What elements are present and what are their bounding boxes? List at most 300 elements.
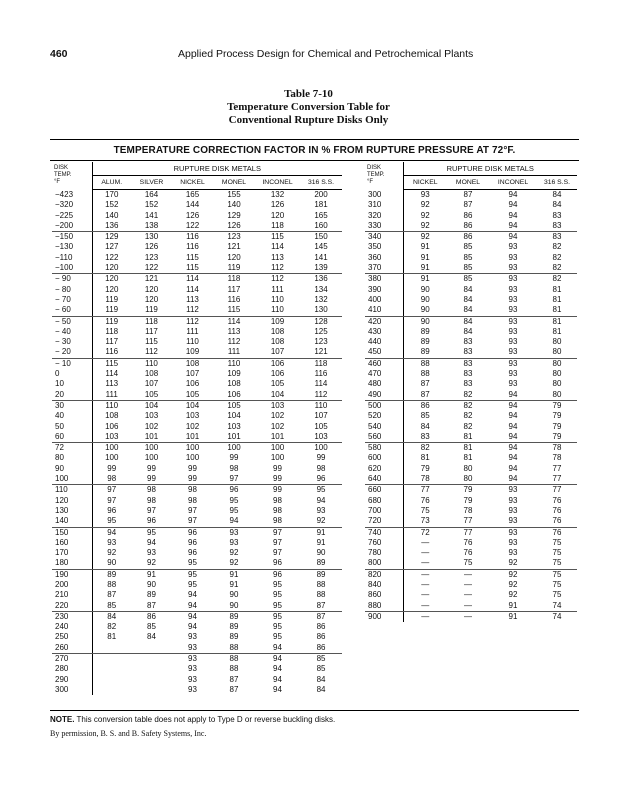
value-cell: 120 [144, 284, 159, 294]
value-cell: 86 [300, 643, 342, 654]
value-cell: 93 [508, 316, 518, 326]
value-cell: 92 [508, 590, 518, 600]
temp-cell: 100 [52, 474, 92, 485]
value-cell: 95 [188, 579, 197, 589]
value-cell: 93 [508, 369, 518, 379]
temp-cell: 360 [365, 253, 403, 263]
value-cell: 93 [508, 337, 518, 347]
value-cell: 99 [273, 463, 282, 473]
value-cell: 88 [316, 590, 326, 600]
temp-cell: 80 [52, 453, 92, 463]
value-cell: 164 [144, 190, 159, 199]
value-cell: 82 [420, 443, 430, 453]
table-row [365, 358, 577, 369]
value-cell: 111 [213, 347, 255, 358]
value-cell: 89 [403, 347, 447, 358]
table-row [365, 347, 577, 358]
value-cell: 86 [463, 232, 473, 242]
value-cell: 82 [463, 421, 473, 431]
value-cell: 82 [463, 400, 473, 410]
value-cell: 75 [552, 590, 562, 600]
value-cell: 82 [552, 252, 562, 262]
value-cell: 92 [420, 200, 430, 210]
value-cell: 79 [420, 463, 430, 473]
table-row [52, 664, 342, 674]
temp-cell: 330 [365, 221, 403, 232]
table-row [52, 327, 342, 337]
value-cell: — [403, 601, 447, 612]
temp-cell: −110 [52, 253, 92, 263]
value-cell: 90 [229, 590, 239, 600]
temp-cell: − 20 [52, 347, 92, 358]
value-cell: 117 [145, 326, 158, 336]
temp-cell: 260 [52, 643, 92, 654]
value-cell: 95 [172, 558, 213, 569]
value-cell: 130 [300, 305, 342, 316]
value-cell: 155 [227, 190, 241, 199]
temp-cell: −150 [52, 232, 92, 243]
value-cell: 93 [508, 284, 518, 294]
value-cell: 89 [107, 569, 117, 579]
value-cell: 114 [271, 242, 284, 252]
table-row [52, 263, 342, 274]
value-cell: 106 [270, 369, 285, 379]
value-cell: 152 [144, 200, 159, 210]
value-cell: 93 [508, 505, 518, 515]
table-row [52, 675, 342, 685]
value-cell: 122 [172, 221, 213, 232]
value-cell: 92 [420, 232, 430, 242]
temp-cell: 470 [365, 369, 403, 379]
value-cell: 76 [552, 505, 562, 515]
value-cell: 79 [552, 421, 562, 431]
table-row [365, 305, 577, 316]
value-cell: 78 [403, 474, 447, 485]
value-cell: 105 [314, 421, 328, 431]
value-cell: 115 [172, 263, 213, 274]
table-row [52, 316, 342, 327]
value-cell: 103 [300, 432, 342, 443]
value-cell: — [464, 611, 472, 621]
value-cell: 93 [188, 654, 197, 664]
value-cell: 84 [107, 611, 117, 621]
value-cell: — [447, 601, 489, 612]
table-row [52, 379, 342, 389]
value-cell: 118 [145, 316, 158, 326]
value-cell: 123 [227, 232, 241, 242]
value-cell: 101 [213, 432, 255, 443]
value-cell: 97 [107, 495, 117, 505]
value-cell: 122 [131, 263, 172, 274]
value-cell: 115 [145, 337, 158, 347]
value-cell: 93 [420, 190, 430, 199]
value-cell: 121 [227, 242, 241, 252]
value-cell: 152 [105, 200, 119, 210]
table-title: TEMPERATURE CORRECTION FACTOR IN % FROM RUPTURE PRESSURE AT 72°F. [113, 145, 516, 156]
value-cell: 77 [552, 463, 562, 473]
table-title-rule [50, 160, 579, 161]
value-cell: 103 [270, 400, 285, 410]
value-cell: 92 [489, 558, 537, 569]
value-cell: 105 [131, 390, 172, 401]
table-row [365, 422, 577, 432]
temp-cell: 370 [365, 263, 403, 274]
table-row [52, 464, 342, 474]
value-cell: 85 [463, 274, 473, 284]
value-cell: 75 [447, 558, 489, 569]
value-cell: 108 [105, 411, 119, 421]
value-cell: 200 [314, 190, 328, 199]
value-cell: 91 [403, 263, 447, 274]
value-cell: 83 [447, 347, 489, 358]
temp-cell: 500 [365, 400, 403, 411]
temp-cell: 310 [365, 200, 403, 210]
value-cell: 106 [105, 421, 119, 431]
value-cell: 116 [314, 369, 328, 379]
value-cell: 91 [147, 569, 156, 579]
value-cell: 112 [227, 337, 241, 347]
value-cell: 115 [213, 305, 255, 316]
value-cell: 98 [255, 516, 300, 527]
value-cell: 94 [188, 590, 197, 600]
page-number: 460 [50, 48, 68, 60]
value-cell: 103 [92, 432, 131, 443]
value-cell: 111 [271, 284, 284, 294]
value-cell: 119 [105, 294, 119, 304]
table-row [52, 558, 342, 569]
table-row [52, 474, 342, 485]
value-cell: 82 [552, 274, 562, 284]
value-cell: 92 [420, 210, 430, 220]
table-row [365, 221, 577, 232]
value-cell: 93 [172, 643, 213, 654]
temp-cell: 900 [365, 611, 403, 622]
value-cell: 109 [172, 347, 213, 358]
temp-cell: 540 [365, 422, 403, 432]
temp-cell: − 10 [52, 358, 92, 369]
value-cell: 81 [552, 294, 562, 304]
value-cell: 83 [463, 369, 473, 379]
value-cell: 89 [229, 611, 239, 621]
value-cell: 112 [172, 305, 213, 316]
value-cell: 98 [188, 495, 197, 505]
table-row [365, 190, 577, 201]
caption-table-number: Table 7-10 [284, 88, 333, 100]
value-cell: 107 [255, 347, 300, 358]
value-cell: 75 [420, 505, 430, 515]
value-cell: 80 [552, 358, 562, 368]
value-cell: 106 [185, 379, 200, 389]
value-cell: 94 [188, 622, 197, 632]
value-cell: 114 [227, 316, 241, 326]
value-cell: 165 [314, 210, 328, 220]
value-cell: 111 [92, 390, 131, 401]
value-cell [92, 685, 131, 695]
value-cell: 75 [552, 579, 562, 589]
value-cell: 87 [420, 379, 430, 389]
table-row [52, 211, 342, 221]
value-cell: 84 [463, 316, 473, 326]
col-monel: MONEL [213, 176, 255, 190]
temp-cell: − 80 [52, 285, 92, 295]
value-cell: 81 [552, 326, 562, 336]
value-cell [92, 675, 131, 685]
value-cell: 130 [144, 232, 159, 242]
table-row [365, 453, 577, 463]
temp-cell: 130 [52, 506, 92, 516]
value-cell: 100 [144, 453, 159, 463]
table-row [52, 347, 342, 358]
table-row [365, 369, 577, 379]
value-cell: 138 [131, 221, 172, 232]
table-row [52, 274, 342, 285]
temp-cell: − 90 [52, 274, 92, 285]
value-cell: 102 [270, 421, 285, 431]
value-cell: 85 [447, 263, 489, 274]
temp-cell: 300 [365, 190, 403, 201]
value-cell: 81 [420, 453, 430, 463]
temp-cell: 440 [365, 337, 403, 347]
value-cell: 77 [447, 516, 489, 527]
value-cell: 81 [107, 632, 117, 642]
table-row [52, 654, 342, 665]
value-cell: 93 [508, 548, 518, 558]
value-cell: 91 [508, 611, 518, 621]
value-cell: 73 [403, 516, 447, 527]
value-cell: 126 [213, 221, 255, 232]
table-row [52, 590, 342, 600]
value-cell: 95 [255, 601, 300, 612]
value-cell: 93 [508, 242, 518, 252]
col-nickel: NICKEL [172, 176, 213, 190]
temp-cell: −320 [52, 200, 92, 210]
value-cell: 92 [300, 516, 342, 527]
value-cell: 98 [316, 463, 326, 473]
value-cell: 88 [420, 358, 430, 368]
value-cell: 80 [552, 337, 562, 347]
value-cell: 118 [105, 326, 119, 336]
value-cell: — [464, 579, 472, 589]
value-cell: 122 [105, 252, 119, 262]
value-cell: 165 [185, 190, 200, 199]
value-cell: 87 [229, 674, 239, 684]
value-cell: 104 [185, 400, 200, 410]
value-cell: 120 [105, 274, 119, 284]
table-row [365, 211, 577, 221]
value-cell: 76 [420, 495, 430, 505]
value-cell: 91 [229, 569, 239, 579]
table-row [52, 232, 342, 243]
temp-cell: 350 [365, 242, 403, 252]
table-row [365, 496, 577, 506]
temp-cell: 640 [365, 474, 403, 485]
value-cell: 95 [229, 505, 239, 515]
value-cell: 99 [273, 485, 282, 495]
value-cell: 86 [420, 400, 430, 410]
table-row [52, 632, 342, 642]
value-cell: 108 [144, 369, 159, 379]
col-nickel-right: NICKEL [403, 176, 447, 190]
table-row [52, 411, 342, 421]
value-cell: 99 [229, 453, 239, 463]
value-cell: 93 [508, 294, 518, 304]
value-cell: 87 [403, 390, 447, 401]
table-row [52, 190, 342, 201]
table-row [365, 200, 577, 210]
value-cell: 81 [463, 453, 473, 463]
value-cell: 126 [185, 210, 200, 220]
value-cell: 95 [273, 622, 282, 632]
value-cell: 113 [105, 379, 119, 389]
value-cell: 92 [229, 548, 239, 558]
value-cell: 94 [273, 654, 282, 664]
value-cell: 95 [273, 611, 282, 621]
value-cell: 94 [508, 463, 518, 473]
value-cell: 97 [188, 505, 197, 515]
value-cell: 82 [107, 622, 117, 632]
value-cell: 95 [147, 527, 156, 537]
temp-cell: 680 [365, 496, 403, 506]
value-cell: 99 [172, 474, 213, 485]
value-cell: 93 [316, 505, 326, 515]
value-cell: 94 [489, 221, 537, 232]
value-cell: 92 [508, 579, 518, 589]
value-cell: 80 [447, 474, 489, 485]
value-cell: — [421, 537, 430, 547]
value-cell: 85 [316, 654, 326, 664]
value-cell: 99 [188, 463, 197, 473]
value-cell: 95 [229, 495, 239, 505]
temp-cell: 720 [365, 516, 403, 527]
value-cell: 96 [229, 485, 239, 495]
value-cell: 100 [105, 443, 119, 453]
value-cell: 77 [537, 474, 577, 485]
value-cell: 95 [273, 632, 282, 642]
value-cell: 96 [107, 505, 117, 515]
value-cell: 95 [188, 569, 197, 579]
value-cell: 96 [188, 537, 197, 547]
temp-cell: − 50 [52, 316, 92, 327]
value-cell [131, 643, 172, 654]
value-cell: 89 [300, 558, 342, 569]
value-cell: 80 [463, 463, 473, 473]
value-cell: 110 [271, 294, 284, 304]
value-cell: 100 [227, 443, 241, 453]
table-row [365, 558, 577, 569]
col-inconel-right: INCONEL [489, 176, 537, 190]
value-cell: 107 [314, 411, 328, 421]
temp-cell: 760 [365, 538, 403, 548]
value-cell: 84 [316, 674, 326, 684]
table-row [365, 506, 577, 516]
value-cell: 84 [463, 294, 473, 304]
table-row [365, 327, 577, 337]
value-cell: 85 [420, 411, 430, 421]
table-row [52, 569, 342, 580]
value-cell: 88 [229, 664, 239, 674]
value-cell: 90 [420, 294, 430, 304]
value-cell: 141 [144, 210, 159, 220]
value-cell: 112 [186, 316, 199, 326]
temp-cell: 390 [365, 285, 403, 295]
value-cell: 79 [463, 485, 473, 495]
table-row [365, 538, 577, 548]
table-row [365, 242, 577, 252]
value-cell: 89 [420, 326, 430, 336]
value-cell: 119 [213, 263, 255, 274]
value-cell: 94 [508, 190, 518, 199]
value-cell: 108 [185, 358, 200, 368]
value-cell: 116 [227, 294, 241, 304]
temp-cell: 160 [52, 538, 92, 548]
value-cell: 76 [463, 548, 473, 558]
left-temperature-table [52, 162, 342, 695]
table-row [365, 400, 577, 411]
temp-cell: − 30 [52, 337, 92, 347]
table-row [52, 242, 342, 252]
value-cell: 94 [107, 527, 117, 537]
value-cell: — [464, 590, 472, 600]
table-row [365, 527, 577, 538]
temp-cell: 820 [365, 569, 403, 580]
value-cell: 84 [463, 326, 473, 336]
value-cell: 79 [552, 411, 562, 421]
col-monel-right: MONEL [447, 176, 489, 190]
value-cell: 132 [314, 294, 328, 304]
value-cell: 84 [420, 421, 430, 431]
temp-cell: 780 [365, 548, 403, 558]
value-cell: 118 [314, 358, 328, 368]
temp-cell: 410 [365, 305, 403, 316]
value-cell: 120 [105, 284, 119, 294]
temp-cell: 430 [365, 327, 403, 337]
value-cell: 110 [227, 358, 241, 368]
table-caption [0, 88, 617, 127]
value-cell: 93 [508, 274, 518, 284]
value-cell: 93 [107, 537, 117, 547]
value-cell: 115 [186, 252, 199, 262]
temp-cell: −225 [52, 211, 92, 221]
value-cell: 100 [314, 443, 328, 453]
value-cell: 91 [420, 274, 430, 284]
value-cell: 91 [316, 537, 326, 547]
rupture-disk-metals-header: RUPTURE DISK METALS [92, 162, 342, 176]
table-row [365, 516, 577, 527]
value-cell: 83 [537, 221, 577, 232]
temp-cell: 10 [52, 379, 92, 389]
value-cell: 93 [229, 527, 239, 537]
value-cell: 113 [271, 252, 284, 262]
value-cell: 77 [463, 527, 473, 537]
value-cell: 141 [314, 252, 328, 262]
temp-cell: 250 [52, 632, 92, 642]
value-cell: 91 [420, 252, 430, 262]
table-row [52, 285, 342, 295]
value-cell: 87 [107, 590, 117, 600]
value-cell: 129 [105, 232, 119, 242]
value-cell: 100 [144, 443, 159, 453]
value-cell: 74 [552, 611, 562, 621]
value-cell: 76 [537, 516, 577, 527]
temp-cell: 30 [52, 400, 92, 411]
value-cell: 94 [273, 674, 282, 684]
temp-cell: 72 [52, 443, 92, 454]
table-row [365, 569, 577, 580]
value-cell: 98 [147, 485, 156, 495]
value-cell: 83 [552, 232, 562, 242]
value-cell: 115 [105, 358, 119, 368]
value-cell: 110 [314, 400, 328, 410]
